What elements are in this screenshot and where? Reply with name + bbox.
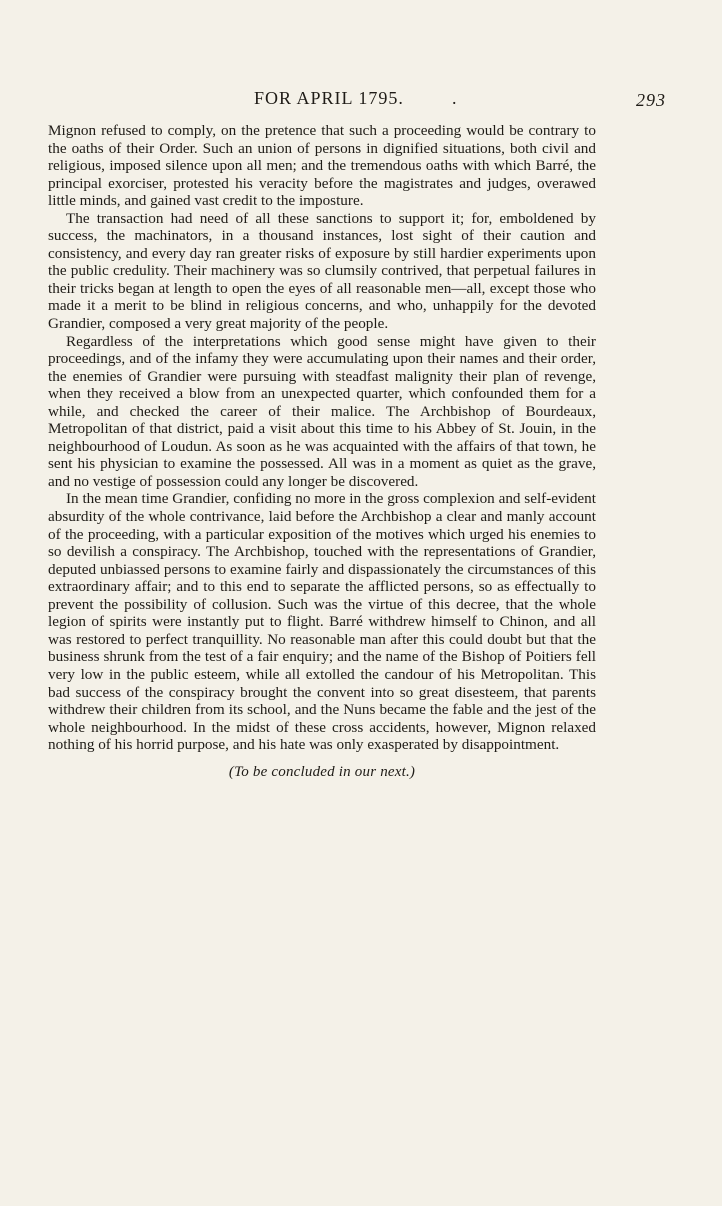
running-head-separator: . — [452, 88, 458, 108]
paragraph-1: Mignon refused to comply, on the pretence that such a proceeding would be contrary to the oaths of their Order. Such an union of persons in dignified situations, both civil and religious, imposed silence upon all men; and the tremendous oaths with which Barré, the principal exorciser, protested his veracity before the magistrates and judges, overawed little minds, and gained vast credit to the imposture. — [48, 122, 596, 210]
page-number: 293 — [636, 90, 666, 110]
paragraph-3: Regardless of the interpretations which good sense might have given to their proceedings, and of the infamy they were accumulating upon their names and their order, the enemies of Grandier were pursuing with steadfast malignity their plan of revenge, when they received a blow from an unexpected quarter, which confounded them for a while, and checked the career of their malice. The Archbishop of Bourdeaux, Metropolitan of that district, paid a visit about this time to his Abbey of St. Jouin, in the neighbourhood of Loudun. As soon as he was acquainted with the affairs of that town, he sent his physician to examine the possessed. All was in a moment as quiet as the grave, and no vestige of possession could any longer be discovered. — [48, 332, 596, 490]
running-title: FOR APRIL 1795. — [254, 88, 404, 108]
running-head — [48, 88, 666, 122]
paragraph-4: In the mean time Grandier, confiding no more in the gross complexion and self-evident absurdity of the whole contrivance, laid before the Archbishop a clear and manly account of the proceeding, with a particular exposition of the motives which urged his enemies to so devilish a conspiracy. The Archbishop, touched with the representations of Grandier, deputed unbiassed persons to examine fairly and dispassionately the circumstances of this extraordinary affair; and to this end to separate the afflicted persons, so as effectually to prevent the possibility of collusion. Such was the virtue of this decree, that the whole legion of spirits were instantly put to flight. Barré withdrew himself to Chinon, and all was restored to perfect tranquillity. No reasonable man after this could doubt but that the business shrunk from the test of a fair enquiry; and the name of the Bishop of Poitiers fell very low in the public esteem, while all extolled the candour of his Metropolitan. This bad success of the conspiracy brought the convent into so great disesteem, that parents withdrew their children from its school, and the Nuns became the fable and the jest of the whole neighbourhood. In the midst of these cross accidents, however, Mignon relaxed nothing of his horrid purpose, and his hate was only exasperated by disappointment. — [48, 490, 596, 754]
paragraph-2: The transaction had need of all these sanctions to support it; for, emboldened by success, the machinators, in a thousand instances, lost sight of their caution and consistency, and every day ran greater risks of exposure by still hardier experiments upon the public credulity. Their machinery was so clumsily contrived, that perpetual failures in their tricks began at length to open the eyes of all reasonable men—all, except those who made it a merit to be blind in religious concerns, and who, unhappily for the devoted Grandier, composed a very great majority of the people. — [48, 209, 596, 333]
article-body — [48, 122, 596, 754]
continuation-note: (To be concluded in our next.) — [228, 763, 416, 780]
